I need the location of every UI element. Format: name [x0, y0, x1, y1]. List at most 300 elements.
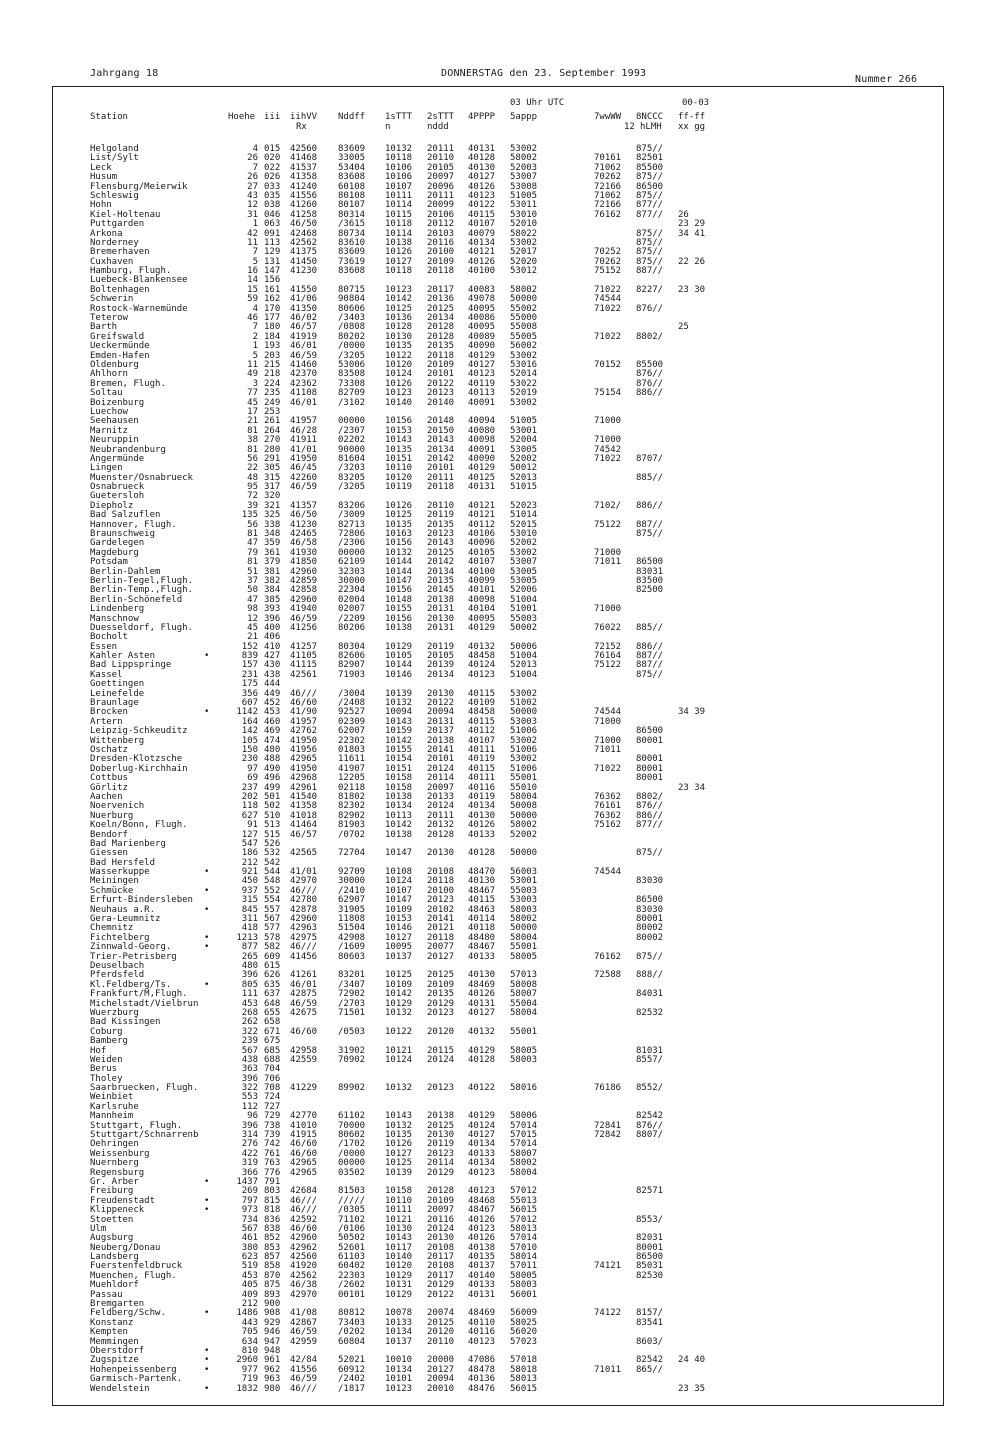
group-clouds: 885//	[636, 472, 664, 483]
group-iihvv: 41/90	[290, 707, 318, 718]
group-pressure: 48467	[468, 942, 496, 953]
station-height: 42	[247, 228, 258, 239]
station-index: 480	[264, 745, 281, 755]
group-pressure: 40094	[468, 416, 496, 427]
group-temperature: 10135	[385, 341, 413, 352]
group-nddff: 60912	[338, 1364, 366, 1375]
station-index: 215	[264, 359, 281, 370]
group-nddff: 33005	[338, 153, 366, 164]
group-weather: 71000	[594, 416, 622, 427]
group-dewpoint: 20097	[427, 172, 455, 183]
group-nddff: 03502	[338, 1167, 366, 1178]
station-index: 499	[264, 782, 281, 793]
station-name: Berlin-Dahlem	[90, 566, 161, 577]
group-pressure: 40123	[468, 369, 496, 380]
group-dewpoint: 20138	[427, 594, 455, 605]
group-tendency: 57018	[510, 1355, 538, 1366]
group-iihvv: 42465	[290, 529, 318, 540]
group-dewpoint: 20123	[427, 1148, 455, 1159]
station-index: 033	[264, 181, 281, 192]
group-iihvv: 46/01	[290, 397, 318, 408]
group-temperature: 10127	[385, 1148, 413, 1159]
group-temperature: 10125	[385, 1158, 413, 1169]
station-name: Weissenburg	[90, 1148, 150, 1159]
station-name: Oschatz	[90, 745, 128, 755]
group-gusts: 23 30	[678, 284, 706, 295]
group-temperature: 10137	[385, 1336, 413, 1347]
group-dewpoint: 20125	[427, 303, 455, 314]
col-8nccc: 8NCCC	[636, 112, 664, 122]
station-name: Kahler Asten	[90, 651, 156, 662]
group-tendency: 58004	[510, 791, 538, 802]
group-tendency: 52017	[510, 247, 538, 258]
group-temperature: 10110	[385, 1195, 413, 1206]
group-dewpoint: 20110	[427, 153, 455, 164]
group-dewpoint: 20119	[427, 510, 455, 521]
station-index: 020	[264, 153, 281, 164]
group-tendency: 58018	[510, 1364, 538, 1375]
group-nddff: 80304	[338, 641, 366, 652]
group-iihvv: 41350	[290, 303, 318, 314]
group-nddff: 71501	[338, 1007, 366, 1018]
station-name: Garmisch-Partenk.	[90, 1374, 183, 1385]
station-height: 567	[241, 1045, 258, 1056]
group-tendency: 53007	[510, 557, 538, 568]
group-weather: 74544	[594, 294, 622, 305]
group-iihvv: 46/60	[290, 1223, 318, 1234]
group-dewpoint: 20125	[427, 970, 455, 981]
group-weather: 74542	[594, 444, 622, 455]
station-name: Wittenberg	[90, 735, 145, 746]
group-iihvv: 46/59	[290, 482, 318, 493]
group-temperature: 10156	[385, 538, 413, 549]
station-name: Bad Marienberg	[90, 838, 166, 849]
group-dewpoint: 20143	[427, 538, 455, 549]
group-dewpoint: 20117	[427, 1270, 455, 1281]
group-temperature: 10142	[385, 294, 413, 305]
group-nddff: /0808	[338, 322, 366, 333]
group-clouds: 876//	[636, 801, 664, 812]
group-nddff: 90000	[338, 444, 366, 455]
table-row	[90, 1009, 940, 1018]
group-dewpoint: 20129	[427, 1167, 455, 1178]
group-clouds: 83541	[636, 1317, 664, 1328]
group-weather: 71022	[594, 763, 622, 774]
group-nddff: 30000	[338, 575, 366, 586]
group-clouds: 8807/	[636, 1130, 664, 1141]
header-volume: Jahrgang 18	[90, 68, 159, 79]
group-pressure: 40111	[468, 745, 496, 755]
group-iihvv: 41357	[290, 500, 318, 511]
group-clouds: 80001	[636, 914, 664, 925]
station-name: Kempten	[90, 1327, 128, 1338]
group-pressure: 40127	[468, 1007, 496, 1018]
group-nddff: 83609	[338, 144, 366, 154]
station-height: 127	[241, 829, 258, 840]
col-n: n	[385, 122, 391, 132]
group-tendency: 58003	[510, 904, 538, 915]
group-weather: 72841	[594, 1120, 622, 1131]
group-clouds: 86500	[636, 557, 664, 568]
station-index: 567	[264, 914, 281, 925]
station-height: 3	[252, 378, 258, 389]
group-pressure: 40122	[468, 1083, 496, 1094]
group-nddff: /1609	[338, 942, 366, 953]
group-tendency: 53002	[510, 397, 538, 408]
col-5appp: 5appp	[510, 112, 538, 122]
mountain-marker: •	[204, 651, 210, 662]
station-name: Husum	[90, 172, 118, 183]
group-temperature: 10143	[385, 1233, 413, 1244]
table-row	[90, 831, 940, 840]
group-pressure: 40129	[468, 1111, 496, 1122]
station-index: 727	[264, 1101, 281, 1112]
station-name: Giessen	[90, 848, 128, 859]
group-dewpoint: 20100	[427, 247, 455, 258]
station-name: Kassel	[90, 669, 123, 680]
station-index: 706	[264, 1073, 281, 1084]
group-dewpoint: 20135	[427, 989, 455, 1000]
station-index: 658	[264, 1017, 281, 1028]
station-index: 818	[264, 1205, 281, 1216]
station-name: Tholey	[90, 1073, 123, 1084]
group-pressure: 40133	[468, 829, 496, 840]
station-name: Berlin-Temp.,Flugh.	[90, 585, 193, 596]
station-name: Neubrandenburg	[90, 444, 166, 455]
station-index: 738	[264, 1120, 281, 1131]
group-nddff: 53006	[338, 359, 366, 370]
group-pressure: 40128	[468, 848, 496, 859]
station-height: 453	[241, 998, 258, 1009]
group-nddff: 02309	[338, 716, 366, 727]
group-dewpoint: 20111	[427, 472, 455, 483]
group-iihvv: 42867	[290, 1317, 318, 1328]
group-tendency: 57014	[510, 1233, 538, 1244]
group-dewpoint: 20094	[427, 707, 455, 718]
group-nddff: /3004	[338, 688, 366, 699]
group-dewpoint: 20124	[427, 1054, 455, 1065]
station-name: Leipzig-Schkeuditz	[90, 726, 188, 737]
group-tendency: 55010	[510, 782, 538, 793]
group-tendency: 52002	[510, 453, 538, 464]
station-name: Goettingen	[90, 679, 145, 690]
group-pressure: 48463	[468, 904, 496, 915]
station-index: 980	[264, 1383, 281, 1394]
group-pressure: 40130	[468, 162, 496, 173]
group-pressure: 40122	[468, 200, 496, 211]
station-height: 50	[247, 585, 258, 596]
station-index: 184	[264, 331, 281, 342]
group-nddff: 89902	[338, 1083, 366, 1094]
group-nddff: 80202	[338, 331, 366, 342]
group-tendency: 51006	[510, 763, 538, 774]
group-nddff: /2402	[338, 1374, 366, 1385]
group-clouds: 80002	[636, 923, 664, 934]
group-nddff: 83608	[338, 172, 366, 183]
group-pressure: 40127	[468, 359, 496, 370]
group-tendency: 53001	[510, 425, 538, 436]
station-name: Berlin-Schönefeld	[90, 594, 183, 605]
group-tendency: 53007	[510, 172, 538, 183]
group-temperature: 10129	[385, 1270, 413, 1281]
station-index: 685	[264, 1045, 281, 1056]
station-name: Bocholt	[90, 632, 128, 643]
group-dewpoint: 20125	[427, 547, 455, 558]
station-index: 532	[264, 848, 281, 859]
station-index: 393	[264, 604, 281, 615]
group-clouds: 875//	[636, 529, 664, 540]
group-dewpoint: 20129	[427, 1280, 455, 1291]
group-tendency: 52019	[510, 388, 538, 399]
station-index: 961	[264, 1355, 281, 1366]
group-iihvv: 41850	[290, 557, 318, 568]
station-name: Arkona	[90, 228, 123, 239]
station-index: 963	[264, 1374, 281, 1385]
group-tendency: 58002	[510, 1158, 538, 1169]
station-height: 2	[252, 331, 258, 342]
station-height: 366	[241, 1167, 258, 1178]
station-index: 548	[264, 876, 281, 887]
group-tendency: 51005	[510, 416, 538, 427]
group-dewpoint: 20116	[427, 237, 455, 248]
station-index: 635	[264, 979, 281, 990]
table-row	[90, 483, 940, 492]
station-table	[90, 145, 940, 1394]
group-temperature: 10119	[385, 482, 413, 493]
group-temperature: 10130	[385, 1223, 413, 1234]
group-nddff: 81802	[338, 791, 366, 802]
group-tendency: 58014	[510, 1252, 538, 1263]
group-temperature: 10101	[385, 1374, 413, 1385]
group-pressure: 40131	[468, 1289, 496, 1300]
group-pressure: 40131	[468, 998, 496, 1009]
group-dewpoint: 20105	[427, 651, 455, 662]
group-pressure: 40118	[468, 923, 496, 934]
group-iihvv: 42958	[290, 1045, 318, 1056]
station-index: 325	[264, 510, 281, 521]
group-nddff: /0000	[338, 1148, 366, 1159]
group-nddff: 60108	[338, 181, 366, 192]
col-iii: iii	[264, 112, 281, 122]
group-nddff: 73619	[338, 256, 366, 267]
group-pressure: 48480	[468, 932, 496, 943]
group-pressure: 40126	[468, 820, 496, 831]
group-clouds: 82500	[636, 585, 664, 596]
group-nddff: 00000	[338, 416, 366, 427]
group-tendency: 53002	[510, 735, 538, 746]
group-temperature: 10146	[385, 923, 413, 934]
group-iihvv: 42565	[290, 848, 318, 859]
group-iihvv: 42965	[290, 1158, 318, 1169]
station-name: Gr. Arber	[90, 1176, 139, 1187]
table-row	[90, 267, 940, 276]
group-nddff: 00101	[338, 1289, 366, 1300]
station-height: 380	[241, 1242, 258, 1253]
group-tendency: 53011	[510, 200, 538, 211]
group-iihvv: 42858	[290, 585, 318, 596]
group-nddff: /0503	[338, 1026, 366, 1037]
group-iihvv: 42675	[290, 1007, 318, 1018]
group-temperature: 10126	[385, 247, 413, 258]
station-height: 43	[247, 190, 258, 201]
station-height: 268	[241, 1007, 258, 1018]
group-temperature: 10124	[385, 876, 413, 887]
station-name: Stoetten	[90, 1214, 134, 1225]
group-pressure: 40123	[468, 1336, 496, 1347]
station-index: 430	[264, 660, 281, 671]
group-dewpoint: 20118	[427, 932, 455, 943]
group-iihvv: 42780	[290, 895, 318, 906]
group-dewpoint: 20101	[427, 369, 455, 380]
group-weather: 72166	[594, 200, 622, 211]
group-pressure: 40107	[468, 219, 496, 230]
group-dewpoint: 20123	[427, 895, 455, 906]
group-tendency: 55001	[510, 773, 538, 784]
group-dewpoint: 20102	[427, 904, 455, 915]
group-tendency: 52010	[510, 219, 538, 230]
group-clouds: 85500	[636, 359, 664, 370]
group-pressure: 40100	[468, 566, 496, 577]
group-temperature: 10147	[385, 848, 413, 859]
station-height: 95	[247, 482, 258, 493]
group-temperature: 10158	[385, 773, 413, 784]
station-height: 212	[241, 1299, 258, 1310]
group-weather: 71011	[594, 1364, 622, 1375]
group-nddff: 41907	[338, 763, 366, 774]
station-height: 157	[241, 660, 258, 671]
group-tendency: 53008	[510, 181, 538, 192]
group-dewpoint: 20139	[427, 660, 455, 671]
station-name: Marnitz	[90, 425, 128, 436]
group-tendency: 55001	[510, 1026, 538, 1037]
group-clouds: 83030	[636, 876, 664, 887]
group-clouds: 877//	[636, 200, 664, 211]
station-height: 81	[247, 529, 258, 540]
group-dewpoint: 20099	[427, 200, 455, 211]
station-name: List/Sylt	[90, 153, 139, 164]
station-height: 634	[241, 1336, 258, 1347]
group-weather: 71022	[594, 331, 622, 342]
station-name: Zinnwald-Georg.	[90, 942, 172, 953]
station-name: Hohenpeissenberg	[90, 1364, 177, 1375]
group-clouds: 875//	[636, 172, 664, 183]
group-weather: 75122	[594, 519, 622, 530]
group-temperature: 10132	[385, 698, 413, 709]
group-dewpoint: 20128	[427, 331, 455, 342]
group-nddff: 80314	[338, 209, 366, 220]
group-tendency: 53003	[510, 895, 538, 906]
group-nddff: 80602	[338, 1130, 366, 1141]
station-index: 291	[264, 453, 281, 464]
group-dewpoint: 20097	[427, 782, 455, 793]
group-temperature: 10147	[385, 895, 413, 906]
group-tendency: 51006	[510, 745, 538, 755]
group-temperature: 10138	[385, 622, 413, 633]
group-temperature: 10131	[385, 1280, 413, 1291]
group-weather: 72842	[594, 1130, 622, 1141]
station-name: Hamburg, Flugh.	[90, 266, 172, 277]
group-temperature: 10139	[385, 688, 413, 699]
group-iihvv: 46/60	[290, 1139, 318, 1150]
group-temperature: 10135	[385, 519, 413, 530]
group-dewpoint: 20103	[427, 228, 455, 239]
station-height: 519	[241, 1261, 258, 1272]
group-dewpoint: 20135	[427, 575, 455, 586]
station-index: 948	[264, 1346, 281, 1356]
station-index: 453	[264, 707, 281, 718]
group-clouds: 81031	[636, 1045, 664, 1056]
group-tendency: 58004	[510, 932, 538, 943]
group-tendency: 52002	[510, 538, 538, 549]
group-pressure: 40098	[468, 435, 496, 446]
group-dewpoint: 20140	[427, 397, 455, 408]
group-nddff: 50502	[338, 1233, 366, 1244]
group-dewpoint: 20109	[427, 256, 455, 267]
group-nddff: /////	[338, 1195, 366, 1206]
group-tendency: 58016	[510, 1083, 538, 1094]
station-height: 12	[247, 200, 258, 211]
station-index: 544	[264, 867, 281, 878]
station-name: Chemnitz	[90, 923, 134, 934]
group-clouds: 877//	[636, 820, 664, 831]
station-index: 396	[264, 613, 281, 624]
station-height: 77	[247, 388, 258, 399]
group-temperature: 10140	[385, 1252, 413, 1263]
group-iihvv: 42762	[290, 726, 318, 737]
group-tendency: 53002	[510, 144, 538, 154]
group-pressure: 40129	[468, 622, 496, 633]
station-name: Michelstadt/Vielbrun	[90, 998, 199, 1009]
station-index: 264	[264, 425, 281, 436]
group-iihvv: 41240	[290, 181, 318, 192]
group-tendency: 58025	[510, 1317, 538, 1328]
station-height: 81	[247, 444, 258, 455]
group-dewpoint: 20148	[427, 416, 455, 427]
group-dewpoint: 20108	[427, 867, 455, 878]
station-index: 305	[264, 463, 281, 474]
group-iihvv: 42592	[290, 1214, 318, 1225]
station-index: 708	[264, 1083, 281, 1094]
group-pressure: 40121	[468, 500, 496, 511]
station-name: Pferdsfeld	[90, 970, 145, 981]
station-name: Bendorf	[90, 829, 128, 840]
group-dewpoint: 20142	[427, 453, 455, 464]
group-weather: 70262	[594, 256, 622, 267]
station-name: Konstanz	[90, 1317, 134, 1328]
group-temperature: 10124	[385, 1054, 413, 1065]
station-name: Seehausen	[90, 416, 139, 427]
group-nddff: 72704	[338, 848, 366, 859]
group-dewpoint: 20122	[427, 698, 455, 709]
group-dewpoint: 20120	[427, 1026, 455, 1037]
group-nddff: 81503	[338, 1186, 366, 1197]
group-pressure: 40106	[468, 529, 496, 540]
group-tendency: 56002	[510, 341, 538, 352]
group-clouds: 86500	[636, 1252, 664, 1263]
table-row	[90, 1338, 940, 1347]
group-tendency: 55013	[510, 1195, 538, 1206]
group-iihvv: 41260	[290, 200, 318, 211]
group-clouds: 876//	[636, 369, 664, 380]
group-dewpoint: 20141	[427, 745, 455, 755]
group-dewpoint: 20105	[427, 162, 455, 173]
group-tendency: 53002	[510, 754, 538, 765]
group-weather: 74122	[594, 1308, 622, 1319]
station-height: 17	[247, 406, 258, 417]
group-iihvv: 42370	[290, 369, 318, 380]
station-name: Manschnow	[90, 613, 139, 624]
group-pressure: 40121	[468, 247, 496, 258]
